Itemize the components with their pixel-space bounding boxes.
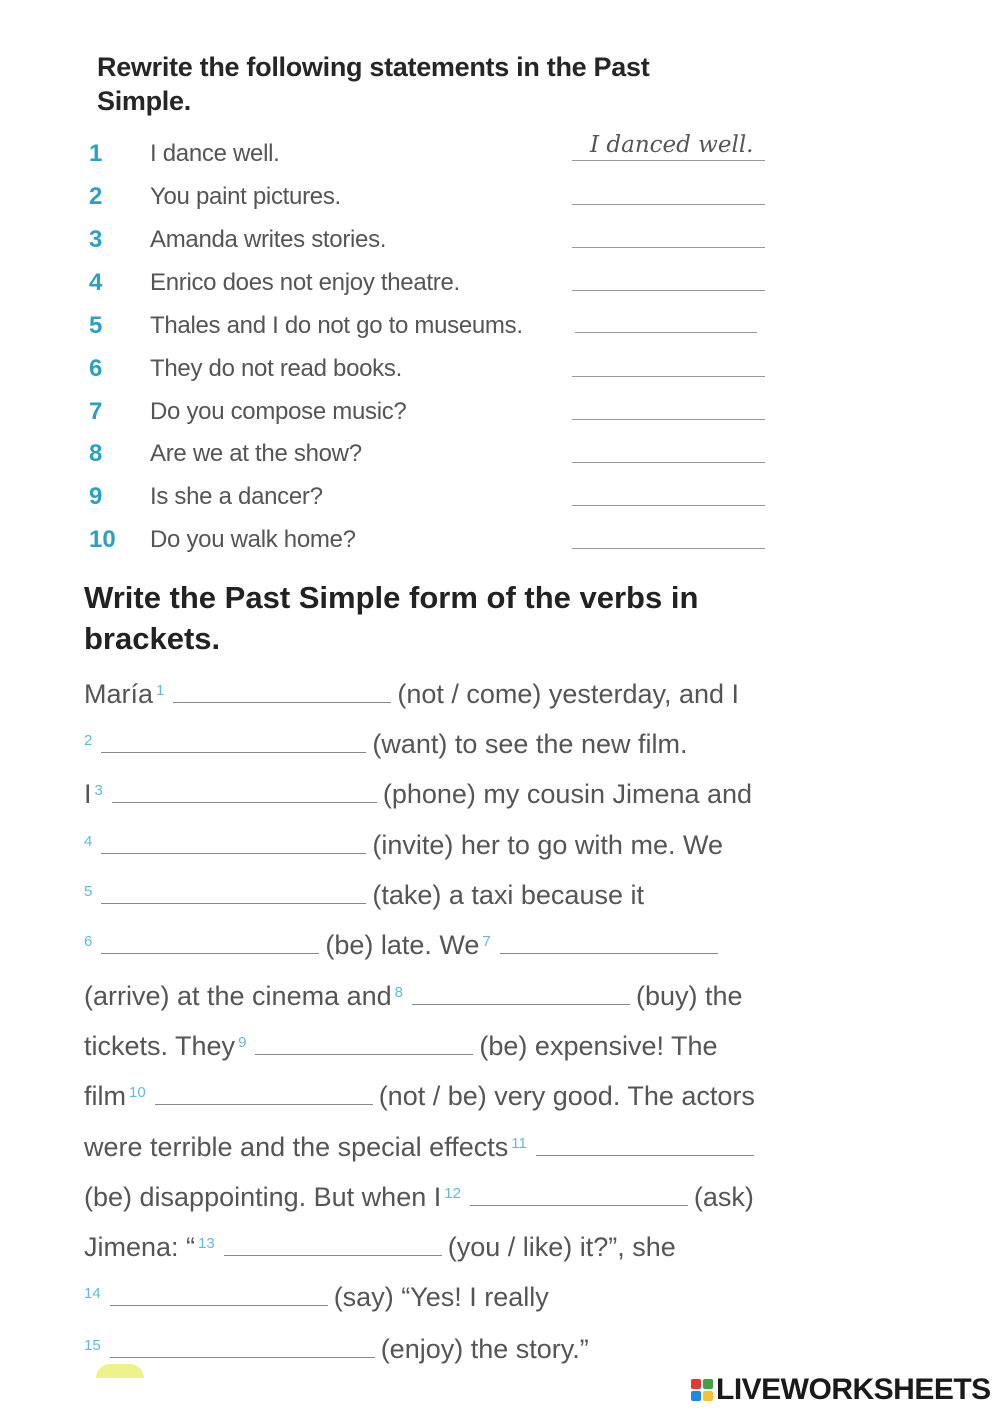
gap-number: 5 [84, 883, 93, 900]
gap-2-input[interactable] [101, 730, 366, 753]
paragraph-text: (not / come) yesterday, and I [397, 679, 740, 709]
paragraph-line [84, 677, 739, 711]
decorative-shape [96, 1364, 144, 1378]
paragraph-line [84, 1029, 718, 1063]
gap-number: 10 [129, 1084, 146, 1101]
paragraph-text: (be) expensive! The [479, 1031, 718, 1061]
paragraph-text: (be) late. We [325, 930, 480, 960]
paragraph-text: (buy) the [635, 981, 743, 1011]
paragraph-text: (not / be) very good. The actors [378, 1081, 755, 1111]
item-text: Thales and I do not go to museums. [150, 312, 523, 339]
gap-number: 14 [84, 1285, 101, 1302]
item-number: 8 [89, 440, 103, 467]
exercise1-title: Rewrite the following statements in the Past Simple. [97, 52, 650, 116]
answer-line [572, 204, 765, 205]
gap-5-input[interactable] [101, 881, 366, 904]
item-number: 6 [89, 355, 103, 382]
paragraph-text: were terrible and the special effects [84, 1132, 509, 1162]
gap-9-input[interactable] [255, 1032, 473, 1055]
logo-text: LIVEWORKSHEETS [716, 1373, 991, 1406]
paragraph-line [84, 1180, 754, 1214]
paragraph-text: (arrive) at the cinema and [84, 981, 392, 1011]
paragraph-line [84, 828, 723, 862]
answer-line [572, 419, 765, 420]
paragraph-text: (want) to see the new film. [372, 729, 688, 759]
paragraph-line [84, 1280, 549, 1314]
answer-line [572, 247, 765, 248]
item-text: Do you compose music? [150, 398, 407, 425]
paragraph-text: (enjoy) the story.” [380, 1334, 589, 1364]
paragraph-text: María [84, 679, 154, 709]
item-text: They do not read books. [150, 355, 402, 382]
paragraph-line [84, 1079, 755, 1113]
item-text: Enrico does not enjoy theatre. [150, 269, 460, 296]
gap-number: 3 [94, 782, 103, 799]
gap-number: 4 [84, 833, 93, 850]
item-number: 5 [89, 312, 103, 339]
item-text: Do you walk home? [150, 526, 356, 553]
liveworksheets-logo [691, 1374, 991, 1406]
paragraph-text: tickets. They [84, 1031, 236, 1061]
paragraph-text: Jimena: “ [84, 1232, 196, 1262]
gap-number: 11 [511, 1135, 527, 1152]
paragraph-text: (ask) [693, 1182, 754, 1212]
gap-15-input[interactable] [110, 1335, 375, 1358]
paragraph-line [84, 878, 644, 912]
gap-3-input[interactable] [112, 780, 377, 803]
paragraph-text: I [84, 779, 92, 809]
paragraph-line [84, 1332, 589, 1366]
gap-7-input[interactable] [500, 931, 718, 954]
paragraph-line [84, 727, 687, 761]
item-number: 9 [89, 483, 103, 510]
gap-8-input[interactable] [412, 982, 630, 1005]
answer-line [575, 332, 757, 333]
answer-line [572, 505, 765, 506]
gap-13-input[interactable] [224, 1233, 442, 1256]
gap-10-input[interactable] [155, 1082, 373, 1105]
item-number: 1 [89, 140, 103, 167]
gap-12-input[interactable] [470, 1183, 688, 1206]
answer-line [572, 290, 765, 291]
item-text: You paint pictures. [150, 183, 341, 210]
item-text: Is she a dancer? [150, 483, 323, 510]
answer-line [572, 376, 765, 377]
paragraph-text: (phone) my cousin Jimena and [382, 779, 753, 809]
gap-14-input[interactable] [110, 1283, 328, 1306]
paragraph-text: film [84, 1081, 126, 1111]
gap-4-input[interactable] [101, 831, 366, 854]
item-text: Amanda writes stories. [150, 226, 387, 253]
item-text: Are we at the show? [150, 440, 362, 467]
exercise2-title: Write the Past Simple form of the verbs in brackets. [84, 580, 699, 656]
gap-11-input[interactable] [536, 1133, 754, 1156]
gap-number: 6 [84, 933, 93, 950]
gap-number: 1 [156, 682, 165, 699]
paragraph-text: (you / like) it?”, she [447, 1232, 676, 1262]
answer-line [572, 548, 765, 549]
gap-number: 12 [444, 1185, 461, 1202]
answer-line [572, 160, 765, 161]
gap-1-input[interactable] [173, 680, 391, 703]
gap-number: 2 [84, 732, 93, 749]
liveworksheets-logo-icon [691, 1379, 713, 1401]
item-number: 7 [89, 398, 103, 425]
item-number: 4 [89, 269, 103, 296]
paragraph-text: (take) a taxi because it [372, 880, 644, 910]
gap-number: 8 [394, 984, 403, 1001]
gap-number: 9 [238, 1034, 247, 1051]
gap-number: 15 [84, 1337, 101, 1354]
item-number: 10 [89, 526, 116, 553]
paragraph-line [84, 1130, 760, 1164]
paragraph-text: (be) disappointing. But when I [84, 1182, 442, 1212]
paragraph-line [84, 928, 724, 962]
gap-6-input[interactable] [101, 931, 319, 954]
paragraph-text: (say) “Yes! I really [333, 1282, 549, 1312]
item-number: 3 [89, 226, 103, 253]
item-number: 2 [89, 183, 103, 210]
item-text: I dance well. [150, 140, 280, 167]
paragraph-line [84, 1230, 676, 1264]
paragraph-line [84, 979, 743, 1013]
answer-field[interactable]: I danced well. [590, 132, 754, 158]
gap-number: 7 [482, 933, 491, 950]
paragraph-line [84, 777, 752, 811]
paragraph-text: (invite) her to go with me. We [372, 830, 723, 860]
answer-line [572, 462, 765, 463]
gap-number: 13 [198, 1235, 215, 1252]
